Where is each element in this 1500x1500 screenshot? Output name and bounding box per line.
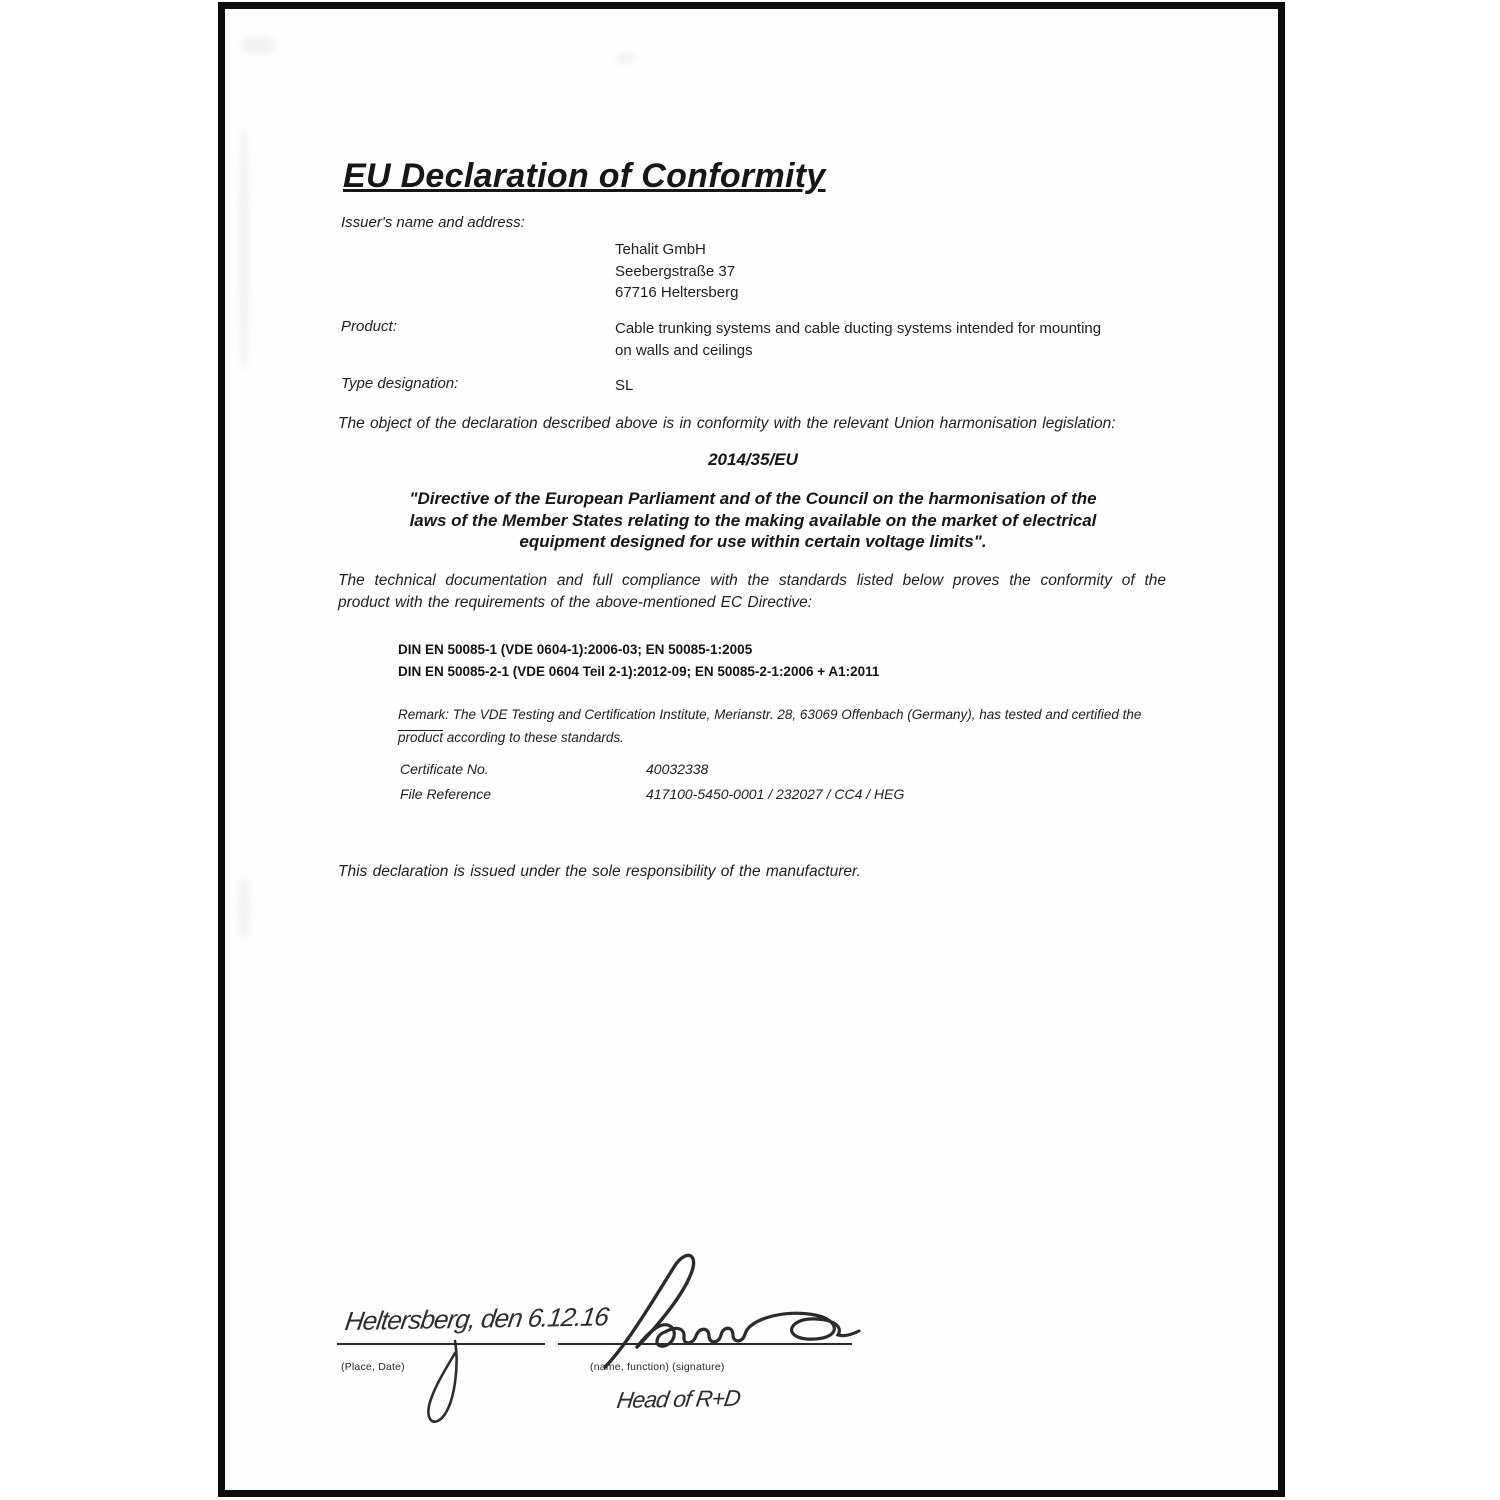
scan-smudge: [238, 877, 250, 939]
place-date-caption: (Place, Date): [341, 1361, 405, 1373]
remark: [398, 703, 1173, 749]
certificate-value: 40032338: [646, 761, 709, 777]
quote-line: laws of the Member States relating to the making available on the market of electrical: [409, 510, 1097, 530]
certificate-label: Certificate No.: [400, 761, 489, 777]
place-date-handwriting: Heltersberg, den 6.12.16: [343, 1301, 611, 1337]
technical-statement: [338, 570, 1166, 613]
standard-line: DIN EN 50085-1 (VDE 0604-1):2006-03; EN 50085-1:2005: [398, 642, 753, 657]
issuer-label: Issuer's name and address:: [341, 214, 525, 231]
remark-line1: Remark: The VDE Testing and Certification Institute, Merianstr. 28, 63069 Offenbach (Germany), has tested and certified the: [398, 707, 1142, 722]
head-of-rnd-handwriting: Head of R+D: [615, 1384, 742, 1414]
remark-overlined-word: product: [398, 730, 444, 745]
remark-line2: [398, 726, 1173, 749]
name-function-caption: (name, function) (signature): [590, 1361, 725, 1373]
signature-rule: [558, 1343, 852, 1345]
address-line: Seebergstraße 37: [615, 262, 736, 280]
file-reference-label: File Reference: [400, 786, 492, 802]
quote-line: "Directive of the European Parliament and of the Council on the harmonisation of the: [409, 489, 1097, 508]
document-title: EU Declaration of Conformity: [343, 157, 826, 195]
directive-number: 2014/35/EU: [708, 450, 798, 469]
object-statement: The object of the declaration described above is in conformity with the relevant Union harmonisation legislation:: [338, 415, 1116, 432]
file-reference-value: 417100-5450-0001 / 232027 / CC4 / HEG: [646, 786, 905, 802]
product-line: Cable trunking systems and cable ducting systems intended for mounting: [615, 320, 1102, 337]
address-line: 67716 Heltersberg: [615, 284, 739, 301]
quote-line: equipment designed for use within certain voltage limits".: [519, 532, 987, 551]
page-frame: [218, 2, 1285, 1497]
product-description: [615, 318, 1101, 361]
scan-smudge: [241, 37, 275, 53]
type-designation-value: SL: [615, 377, 634, 394]
remark-line2-rest: according to these standards.: [443, 730, 624, 745]
product-line: on walls and ceilings: [615, 341, 753, 359]
place-date-rule: [337, 1343, 545, 1345]
standard-line: DIN EN 50085-2-1 (VDE 0604 Teil 2-1):2012-09; EN 50085-2-1:2006 + A1:2011: [398, 664, 880, 679]
product-label: Product:: [341, 318, 397, 335]
scan-smudge: [239, 129, 249, 369]
statement-line: product with the requirements of the above-mentioned EC Directive:: [338, 593, 813, 611]
responsibility-statement: This declaration is issued under the sole responsibility of the manufacturer.: [338, 863, 861, 880]
directive-quote: [338, 488, 1168, 553]
address-line: Tehalit GmbH: [615, 241, 706, 258]
type-designation-label: Type designation:: [341, 375, 459, 392]
standards-list: [398, 639, 879, 683]
issuer-address: [615, 239, 738, 304]
scan-smudge: [617, 53, 635, 63]
statement-line: The technical documentation and full compliance with the standards listed below proves the conformity of the: [338, 572, 1166, 589]
